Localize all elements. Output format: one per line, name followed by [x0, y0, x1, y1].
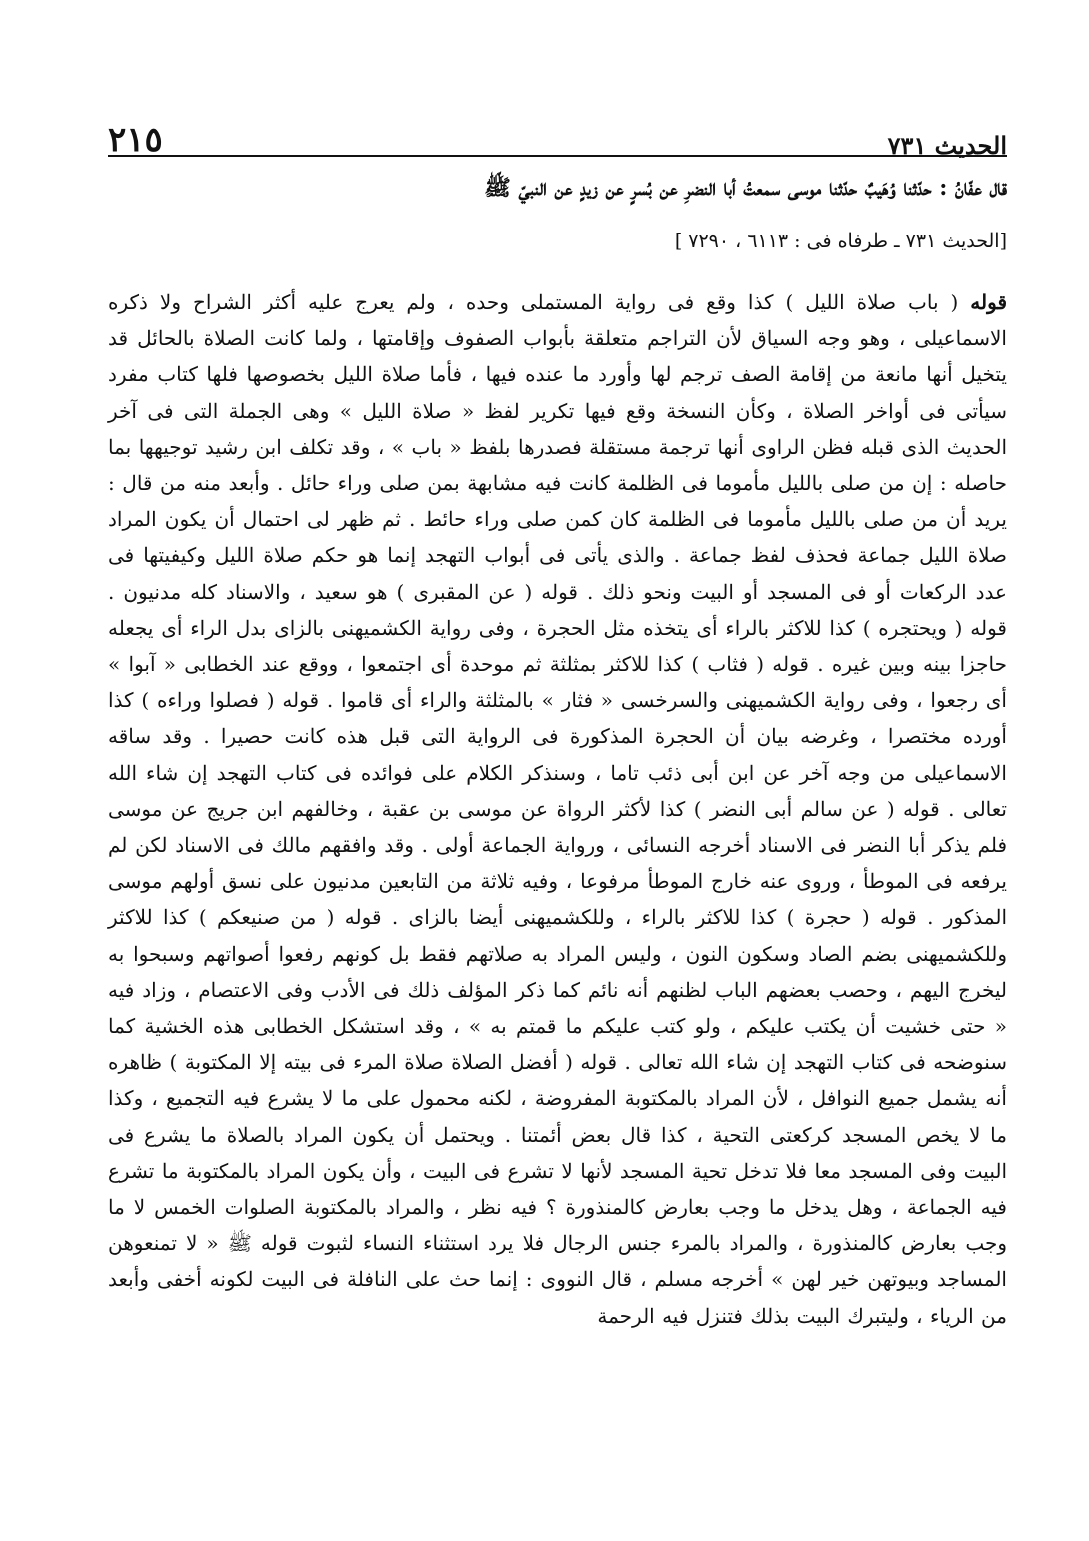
- commentary-text: [108, 284, 1007, 1334]
- page-number: ٢١٥: [108, 120, 163, 160]
- hadith-number-header: الحديث ٧٣١: [887, 131, 1007, 160]
- header-rule: [108, 155, 1007, 157]
- hadith-references: [الحديث ٧٣١ ـ طرفاه فى : ٦١١٣ ، ٧٢٩٠ ]: [674, 230, 1007, 252]
- hadith-text: قال عفّانُ : حدّثنا وُهَيبٌ حدّثنا موسى سمعتُ أبا النضرِ عن بُسرٍ عن زيدٍ عن النبيّ ﷺ: [484, 175, 1007, 201]
- qawluhu-label: قوله: [970, 290, 1008, 314]
- page-header: [108, 110, 1007, 160]
- commentary-paragraph: ( باب صلاة الليل ) كذا وقع فى رواية المستملى وحده ، ولم يعرج عليه أكثر الشراح ولا ذكره الاسماعيلى ، وهو وجه السياق لأن التراجم متعلقة بأبواب الصفوف وإقامتها ، ولما كانت الصلاة بالحائل قد يتخيل أنها مانعة من إقامة الصف ترجم لها وأورد ما عنده فيها ، فأما صلاة الليل بخصوصها فلها كتاب مفرد سيأتى فى أواخر الصلاة ، وكأن النسخة وقع فيها تكرير لفظ « صلاة الليل » وهى الجملة التى فى آخر الحديث الذى قبله فظن الراوى أنها ترجمة مستقلة فصدرها بلفظ « باب » ، وقد تكلف ابن رشيد توجيهها بما حاصله : إن من صلى بالليل مأموما فى الظلمة كانت فيه مشابهة بمن صلى وراء حائل . وأبعد منه من قال : يريد أن من صلى بالليل مأموما فى الظلمة كان كمن صلى وراء حائط . ثم ظهر لى احتمال أن يكون المراد صلاة الليل جماعة فحذف لفظ جماعة . والذى يأتى فى أبواب التهجد إنما هو حكم صلاة الليل وكيفيتها فى عدد الركعات أو فى المسجد أو البيت ونحو ذلك . قوله ( عن المقبرى ) هو سعيد ، والاسناد كله مدنيون . قوله ( ويحتجره ) كذا للاكثر بالراء أى يتخذه مثل الحجرة ، وفى رواية الكشميهنى بالزاى بدل الراء أى يجعله حاجزا بينه وبين غيره . قوله ( فثاب ) كذا للاكثر بمثلثة ثم موحدة أى اجتمعوا ، ووقع عند الخطابى « آبوا » أى رجعوا ، وفى رواية الكشميهنى والسرخسى « فثار » بالمثلثة والراء أى قاموا . قوله ( فصلوا وراءه ) كذا أورده مختصرا ، وغرضه بيان أن الحجرة المذكورة فى الرواية التى قبل هذه كانت حصيرا . وقد ساقه الاسماعيلى من وجه آخر عن ابن أبى ذئب تاما ، وسنذكر الكلام على فوائده فى كتاب التهجد إن شاء الله تعالى . قوله ( عن سالم أبى النضر ) كذا لأكثر الرواة عن موسى بن عقبة ، وخالفهم ابن جريج عن موسى فلم يذكر أبا النضر فى الاسناد أخرجه النسائى ، ورواية الجماعة أولى . وقد وافقهم مالك فى الاسناد لكن لم يرفعه فى الموطأ ، وروى عنه خارج الموطأ مرفوعا ، وفيه ثلاثة من التابعين مدنيون على نسق أولهم موسى المذكور . قوله ( حجرة ) كذا للاكثر بالراء ، وللكشميهنى أيضا بالزاى . قوله ( من صنيعكم ) كذا للاكثر وللكشميهنى بضم الصاد وسكون النون ، وليس المراد به صلاتهم فقط بل كونهم رفعوا أصواتهم وسبحوا به ليخرج اليهم ، وحصب بعضهم الباب لظنهم أنه نائم كما ذكر المؤلف ذلك فى الأدب وفى الاعتصام ، وزاد فيه « حتى خشيت أن يكتب عليكم ، ولو كتب عليكم ما قمتم به » ، وقد استشكل الخطابى هذه الخشية كما سنوضحه فى كتاب التهجد إن شاء الله تعالى . قوله ( أفضل الصلاة صلاة المرء فى بيته إلا المكتوبة ) ظاهره أنه يشمل جميع النوافل ، لأن المراد بالمكتوبة المفروضة ، لكنه محمول على ما لا يشرع فيه التجميع ، وكذا ما لا يخص المسجد كركعتى التحية ، كذا قال بعض أئمتنا . ويحتمل أن يكون المراد بالصلاة ما يشرع فى البيت وفى المسجد معا فلا تدخل تحية المسجد لأنها لا تشرع فى البيت ، وأن يكون المراد بالمكتوبة ما تشرع فيه الجماعة ، وهل يدخل ما وجب بعارض كالمنذورة ؟ فيه نظر ، والمراد بالمكتوبة الصلوات الخمس لا ما وجب بعارض كالمنذورة ، والمراد بالمرء جنس الرجال فلا يرد استثناء النساء لثبوت قوله ﷺ « لا تمنعوهن المساجد وبيوتهن خير لهن » أخرجه مسلم ، قال النووى : إنما حث على النافلة فى البيت لكونه أخفى وأبعد من الرياء ، وليتبرك البيت بذلك فتنزل فيه الرحمة: [108, 290, 1008, 1328]
